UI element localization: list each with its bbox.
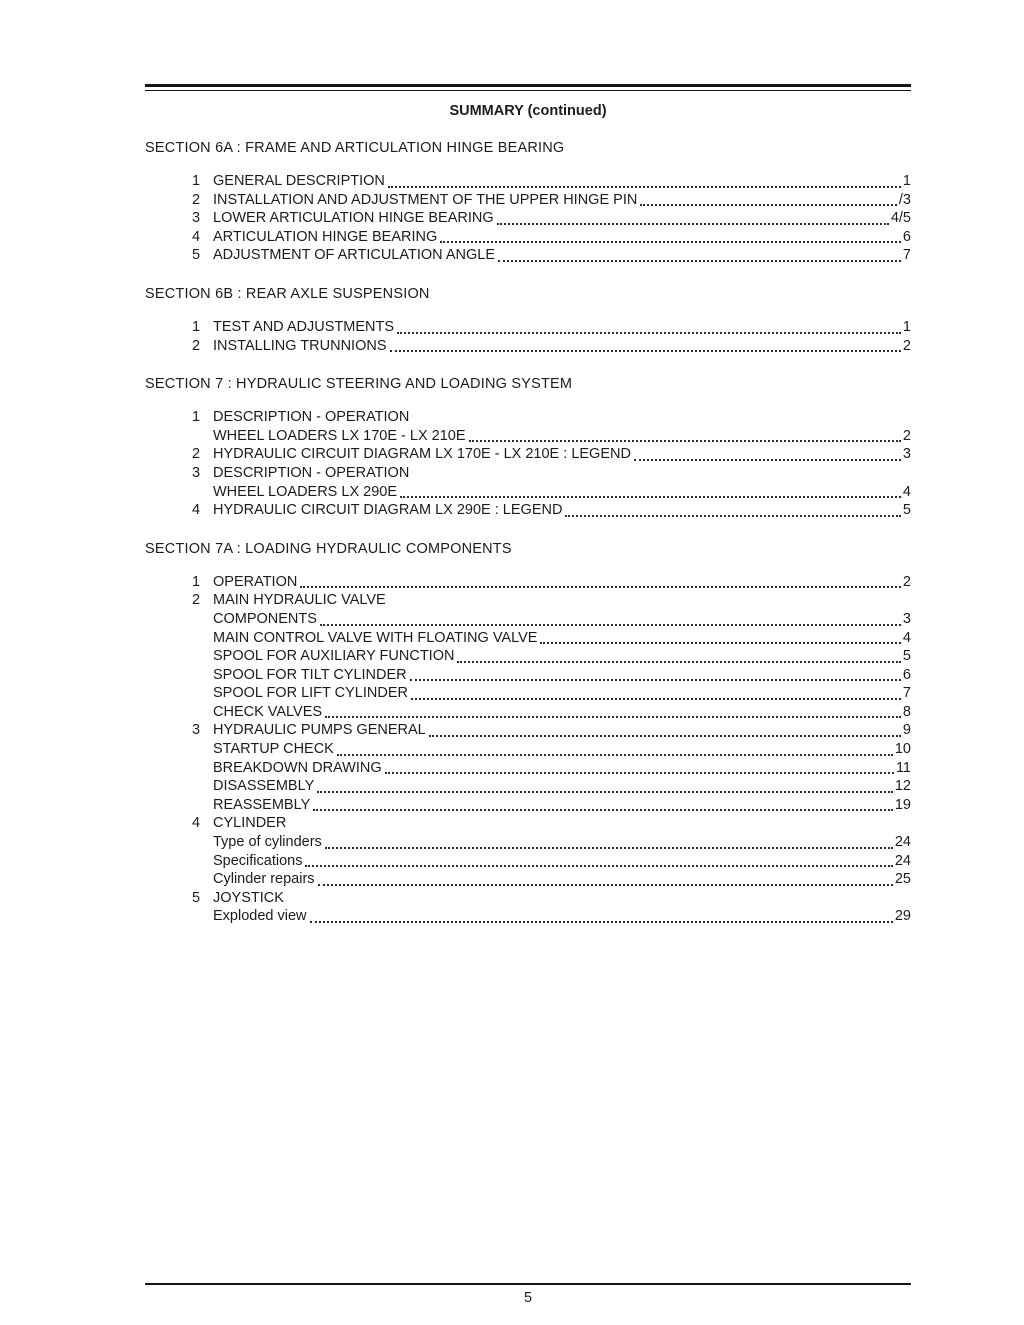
toc-entry-line <box>145 337 911 356</box>
dot-leader <box>429 735 901 737</box>
section-heading: SECTION 6A : FRAME AND ARTICULATION HINGE BEARING <box>145 140 565 156</box>
section-entries <box>145 172 911 265</box>
dot-leader <box>497 223 889 225</box>
entry-page-number: 12 <box>894 778 911 795</box>
dot-leader <box>498 260 901 262</box>
dot-leader <box>325 847 893 849</box>
toc-entry-line <box>145 191 911 210</box>
entry-title: WHEEL LOADERS LX 290E <box>213 483 398 500</box>
entry-title: BREAKDOWN DRAWING <box>213 759 382 776</box>
entry-page-number: 1 <box>902 173 911 189</box>
entry-title: SPOOL FOR AUXILIARY FUNCTION <box>213 648 455 665</box>
entry-page-number: 7 <box>902 685 911 702</box>
dot-leader <box>469 440 901 442</box>
section-heading: SECTION 7 : HYDRAULIC STEERING AND LOADING SYSTEM <box>145 376 573 393</box>
header-double-rule <box>145 84 911 91</box>
entry-page-number: 29 <box>894 908 911 925</box>
dot-leader <box>400 496 901 498</box>
dot-leader <box>411 698 901 700</box>
entry-title: DESCRIPTION - OPERATION <box>213 409 410 426</box>
entry-page-number: 5 <box>902 502 911 519</box>
entry-page-number: 1 <box>902 318 911 335</box>
entry-page-number: 24 <box>894 852 911 869</box>
page-number: 5 <box>523 1290 533 1306</box>
dot-leader <box>305 865 892 867</box>
toc-section <box>145 286 911 355</box>
toc-entry-line <box>145 759 911 778</box>
toc-section <box>145 140 911 265</box>
entry-page-number: 4/5 <box>890 210 911 227</box>
entry-title: Specifications <box>213 852 303 869</box>
dot-leader <box>388 186 901 188</box>
toc-entry-line <box>145 610 911 629</box>
dot-leader <box>457 661 900 663</box>
toc-entry-line <box>145 684 911 703</box>
entry-page-number: 4 <box>902 629 911 646</box>
entry-page-number: 9 <box>902 722 911 739</box>
entry-page-number: 7 <box>902 247 911 264</box>
page-footer <box>145 1283 911 1306</box>
dot-leader <box>385 772 894 774</box>
entry-title: HYDRAULIC CIRCUIT DIAGRAM LX 290E : LEGEND <box>213 502 563 519</box>
section-heading: SECTION 7A : LOADING HYDRAULIC COMPONENTS <box>145 540 512 557</box>
dot-leader <box>337 754 893 756</box>
entry-title: COMPONENTS <box>213 610 317 627</box>
entry-title: HYDRAULIC PUMPS GENERAL <box>213 722 426 739</box>
toc-entry-line <box>145 907 911 926</box>
toc-entry-line <box>145 852 911 871</box>
toc-entry-line <box>145 740 911 759</box>
toc-entry-line <box>145 721 911 740</box>
entry-title: REASSEMBLY <box>213 796 311 813</box>
entry-page-number: 19 <box>894 796 911 813</box>
footer-rule <box>145 1283 911 1285</box>
entry-title: ARTICULATION HINGE BEARING <box>213 228 438 245</box>
section-entries <box>145 573 911 926</box>
toc-entry-line <box>145 172 911 191</box>
toc-entry-line <box>145 833 911 852</box>
entry-title: SPOOL FOR LIFT CYLINDER <box>213 685 408 702</box>
entry-title: LOWER ARTICULATION HINGE BEARING <box>213 210 494 227</box>
entry-page-number: 4 <box>902 483 911 500</box>
entry-number: 4 <box>192 815 201 832</box>
toc-section <box>145 541 911 926</box>
dot-leader <box>390 350 901 352</box>
table-of-contents <box>145 140 911 926</box>
entry-title: STARTUP CHECK <box>213 741 334 758</box>
entry-title: Cylinder repairs <box>213 871 315 888</box>
toc-entry-line <box>145 870 911 889</box>
entry-title: CYLINDER <box>213 815 287 832</box>
toc-entry-line <box>145 647 911 666</box>
entry-title: MAIN CONTROL VALVE WITH FLOATING VALVE <box>213 629 538 646</box>
entry-number: 1 <box>192 409 201 426</box>
toc-entry-line <box>145 209 911 228</box>
entry-title: DESCRIPTION - OPERATION <box>213 464 410 481</box>
entry-number: 2 <box>192 337 201 354</box>
toc-entry-line <box>145 796 911 815</box>
entry-page-number: 3 <box>902 610 911 627</box>
section-heading: SECTION 6B : REAR AXLE SUSPENSION <box>145 285 430 302</box>
entry-page-number: 24 <box>894 834 911 851</box>
entry-page-number: 2 <box>902 427 911 444</box>
entry-page-number: 6 <box>902 228 911 245</box>
page-content <box>145 0 911 926</box>
entry-number: 4 <box>192 228 201 245</box>
entry-title: JOYSTICK <box>213 889 284 906</box>
toc-entry-line <box>145 445 911 464</box>
entry-page-number: 6 <box>902 666 911 683</box>
entry-title: SPOOL FOR TILT CYLINDER <box>213 666 407 683</box>
dot-leader <box>325 716 901 718</box>
toc-entry-line <box>145 573 911 592</box>
section-entries <box>145 318 911 355</box>
entry-page-number: 11 <box>895 759 911 776</box>
entry-page-number: 5 <box>902 648 911 665</box>
entry-number: 3 <box>192 210 201 227</box>
entry-title: Type of cylinders <box>213 834 322 851</box>
entry-title: HYDRAULIC CIRCUIT DIAGRAM LX 170E - LX 210E : LEGEND <box>213 446 631 463</box>
entry-number: 1 <box>192 173 201 189</box>
dot-leader <box>640 204 897 206</box>
document-title: SUMMARY (continued) <box>449 103 607 119</box>
entry-title: Exploded view <box>213 908 307 925</box>
toc-entry-line <box>145 501 911 520</box>
toc-entry-line <box>145 889 911 908</box>
toc-entry-line <box>145 318 911 337</box>
dot-leader <box>410 679 901 681</box>
dot-leader <box>300 586 901 588</box>
entry-page-number: /3 <box>898 191 911 208</box>
entry-number: 3 <box>192 464 201 481</box>
section-entries <box>145 408 911 520</box>
entry-page-number: 10 <box>894 741 911 758</box>
entry-title: TEST AND ADJUSTMENTS <box>213 318 395 335</box>
entry-title: OPERATION <box>213 573 298 590</box>
toc-entry-line <box>145 408 911 427</box>
dot-leader <box>317 791 893 793</box>
dot-leader <box>397 332 901 334</box>
entry-page-number: 8 <box>902 703 911 720</box>
entry-page-number: 25 <box>894 871 911 888</box>
entry-page-number: 3 <box>902 446 911 463</box>
dot-leader <box>310 921 893 923</box>
toc-entry-line <box>145 629 911 648</box>
toc-entry-line <box>145 427 911 446</box>
toc-entry-line <box>145 228 911 247</box>
entry-number: 2 <box>192 191 201 208</box>
toc-entry-line <box>145 591 911 610</box>
entry-title: INSTALLATION AND ADJUSTMENT OF THE UPPER HINGE PIN <box>213 191 638 208</box>
entry-title: DISASSEMBLY <box>213 778 315 795</box>
dot-leader <box>540 642 901 644</box>
dot-leader <box>320 624 901 626</box>
entry-number: 5 <box>192 889 201 906</box>
entry-number: 1 <box>192 573 201 590</box>
dot-leader <box>565 515 900 517</box>
entry-number: 5 <box>192 247 201 264</box>
dot-leader <box>634 459 901 461</box>
entry-title: ADJUSTMENT OF ARTICULATION ANGLE <box>213 247 495 264</box>
entry-title: GENERAL DESCRIPTION <box>213 173 385 189</box>
toc-entry-line <box>145 483 911 502</box>
toc-entry-line <box>145 814 911 833</box>
entry-title: WHEEL LOADERS LX 170E - LX 210E <box>213 427 466 444</box>
toc-entry-line <box>145 666 911 685</box>
entry-number: 2 <box>192 446 201 463</box>
entry-number: 1 <box>192 318 201 335</box>
entry-title: MAIN HYDRAULIC VALVE <box>213 592 386 609</box>
toc-entry-line <box>145 464 911 483</box>
toc-section <box>145 376 911 520</box>
entry-number: 3 <box>192 722 201 739</box>
dot-leader <box>313 809 893 811</box>
dot-leader <box>440 241 901 243</box>
entry-number: 2 <box>192 592 201 609</box>
entry-number: 4 <box>192 502 201 519</box>
toc-entry-line <box>145 703 911 722</box>
entry-title: CHECK VALVES <box>213 703 323 720</box>
toc-entry-line <box>145 777 911 796</box>
entry-page-number: 2 <box>902 337 911 354</box>
entry-title: INSTALLING TRUNNIONS <box>213 337 387 354</box>
toc-entry-line <box>145 246 911 265</box>
entry-page-number: 2 <box>902 573 911 590</box>
dot-leader <box>318 884 893 886</box>
